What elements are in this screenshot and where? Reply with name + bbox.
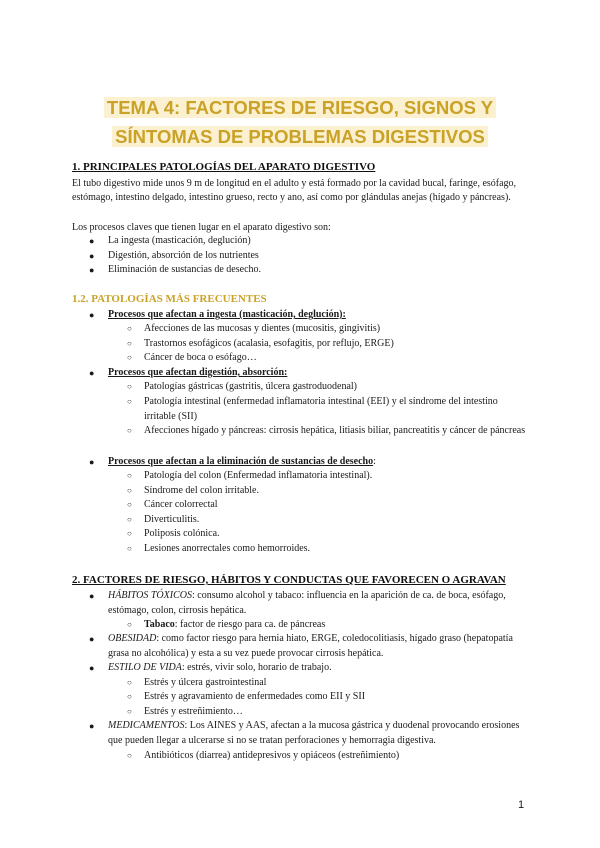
section-1-paragraph-1: El tubo digestivo mide unos 9 m de longitud en el adulto y está formado por la cavidad bucal, faringe, esófago, estómago, intestino delgado, intestino grueso, recto y ano, así como por glándulas anejas (hígado y páncreas). bbox=[72, 178, 517, 203]
circle-bullet-icon: ○ bbox=[127, 353, 132, 362]
circle-bullet-icon: ○ bbox=[127, 324, 132, 333]
page-title-line-2: SÍNTOMAS DE PROBLEMAS DIGESTIVOS bbox=[0, 123, 600, 151]
circle-bullet-icon: ○ bbox=[127, 339, 132, 348]
circle-bullet-icon: ○ bbox=[127, 678, 132, 687]
circle-bullet-icon: ○ bbox=[127, 471, 132, 480]
bullet-icon: ● bbox=[89, 368, 95, 378]
list-item: ○ Diverticulitis. bbox=[144, 513, 528, 528]
list-item: ○ Estrés y estreñimiento… bbox=[144, 705, 528, 720]
section-1-2-heading: 1.2. PATOLOGÍAS MÁS FRECUENTES bbox=[72, 293, 267, 305]
list-item: ○ Patologías gástricas (gastritis, úlcera gastroduodenal) bbox=[144, 380, 528, 395]
list-item: ○ Cáncer colorrectal bbox=[144, 498, 528, 513]
bullet-icon: ● bbox=[89, 251, 95, 261]
list-item: ○ Trastornos esofágicos (acalasia, esofagitis, por reflujo, ERGE) bbox=[144, 337, 528, 352]
list-item-habitos-toxicos: ● HÁBITOS TÓXICOS: consumo alcohol y tabaco: influencia en la aparición de ca. de boca, esófago, estómago, colon, cirrosis hepática. bbox=[89, 590, 506, 616]
circle-bullet-icon: ○ bbox=[127, 707, 132, 716]
list-item: ● La ingesta (masticación, deglución) bbox=[108, 234, 528, 249]
circle-bullet-icon: ○ bbox=[127, 544, 132, 553]
list-item: ○ Estrés y agravamiento de enfermedades como EII y SII bbox=[144, 690, 528, 705]
bullet-icon: ● bbox=[89, 457, 95, 467]
list-item: ○ Poliposis colónica. bbox=[144, 527, 528, 542]
circle-bullet-icon: ○ bbox=[127, 529, 132, 538]
list-item: ● Eliminación de sustancias de desecho. bbox=[108, 263, 528, 278]
bullet-icon: ● bbox=[89, 663, 95, 673]
bullet-icon: ● bbox=[89, 310, 95, 320]
list-item: ● Digestión, absorción de los nutrientes bbox=[108, 249, 528, 264]
section-2-heading: 2. FACTORES DE RIESGO, HÁBITOS Y CONDUCTAS QUE FAVORECEN O AGRAVAN bbox=[72, 574, 506, 586]
page-title-line-1: TEMA 4: FACTORES DE RIESGO, SIGNOS Y bbox=[0, 94, 600, 122]
circle-bullet-icon: ○ bbox=[127, 620, 132, 629]
circle-bullet-icon: ○ bbox=[127, 500, 132, 509]
circle-bullet-icon: ○ bbox=[127, 486, 132, 495]
list-item: ○ Lesiones anorrectales como hemorroides. bbox=[144, 542, 528, 557]
list-item: ○ Antibióticos (diarrea) antidepresivos y opiáceos (estreñimiento) bbox=[144, 749, 528, 764]
list-item: ○ Afecciones de las mucosas y dientes (mucositis, gingivitis) bbox=[144, 322, 528, 337]
section-1-paragraph-2: Los procesos claves que tienen lugar en el aparato digestivo son: bbox=[72, 222, 331, 233]
bullet-icon: ● bbox=[89, 265, 95, 275]
list-item: ○ Patología intestinal (enfermedad inflamatoria intestinal (EEI) y el síndrome del intestino irritable (SII) bbox=[127, 396, 498, 422]
circle-bullet-icon: ○ bbox=[127, 382, 132, 391]
circle-bullet-icon: ○ bbox=[127, 751, 132, 760]
bullet-icon: ● bbox=[89, 591, 95, 601]
circle-bullet-icon: ○ bbox=[127, 515, 132, 524]
list-item: ○ Afecciones hígado y páncreas: cirrosis hepática, litiasis biliar, pancreatitis y cáncer de páncreas bbox=[144, 424, 528, 439]
group-label-ingesta: ● Procesos que afectan a ingesta (masticación, deglución): bbox=[108, 308, 528, 323]
list-item: ○ Cáncer de boca o esófago… bbox=[144, 351, 528, 366]
list-item: ○ Estrés y úlcera gastrointestinal bbox=[144, 676, 528, 691]
list-item: ○ Patología del colon (Enfermedad inflamatoria intestinal). bbox=[144, 469, 528, 484]
list-item-estilo-de-vida: ● ESTILO DE VIDA: estrés, vivir solo, horario de trabajo. bbox=[108, 661, 528, 676]
circle-bullet-icon: ○ bbox=[127, 426, 132, 435]
bullet-icon: ● bbox=[89, 721, 95, 731]
bullet-icon: ● bbox=[89, 236, 95, 246]
list-item-medicamentos: ● MEDICAMENTOS: Los AINES y AAS, afectan a la mucosa gástrica y duodenal provocando erosiones que pueden llegar a ulcerarse si no se tratan perforaciones y hemorragia digestiva. bbox=[89, 720, 520, 746]
bullet-icon: ● bbox=[89, 634, 95, 644]
circle-bullet-icon: ○ bbox=[127, 397, 132, 406]
list-item: ○ Tabaco: factor de riesgo para ca. de páncreas bbox=[144, 618, 528, 633]
section-1-heading: 1. PRINCIPALES PATOLOGÍAS DEL APARATO DIGESTIVO bbox=[72, 161, 376, 173]
list-item-obesidad: ● OBESIDAD: como factor riesgo para hernia hiato, ERGE, coledocolitiasis, hígado graso (hepatopatía grasa no alcohólica) y esta a su vez puede provocar cirrosis hepática. bbox=[89, 633, 513, 659]
page-number: 1 bbox=[518, 799, 525, 811]
group-label-eliminacion: ● Procesos que afectan a la eliminación de sustancias de desecho: bbox=[108, 455, 528, 470]
list-item: ○ Síndrome del colon irritable. bbox=[144, 484, 528, 499]
circle-bullet-icon: ○ bbox=[127, 692, 132, 701]
group-label-digestion: ● Procesos que afectan digestión, absorción: bbox=[108, 366, 528, 381]
